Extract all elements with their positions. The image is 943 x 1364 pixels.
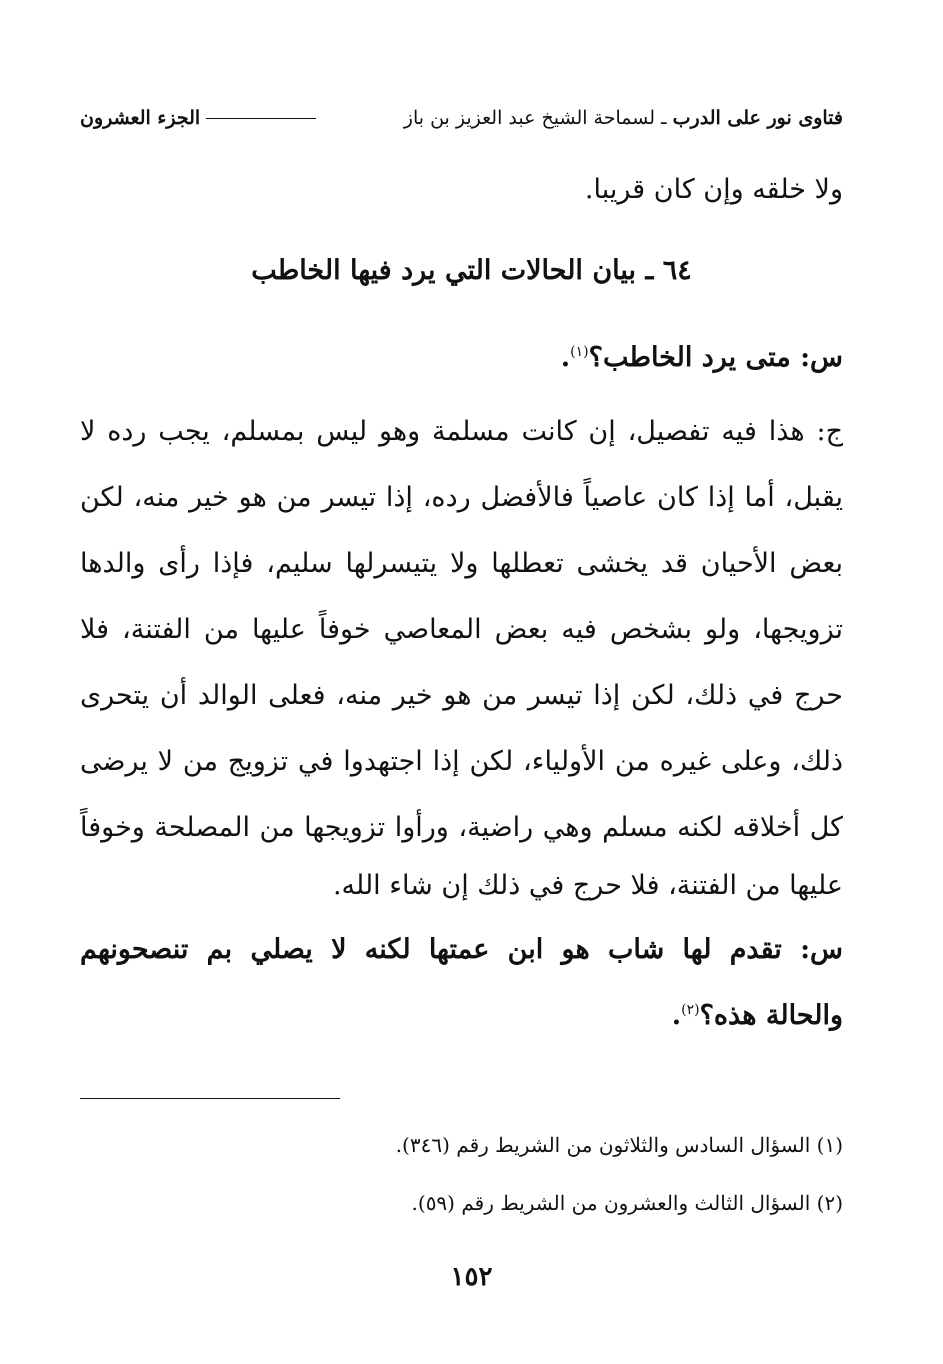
running-header	[80, 100, 843, 136]
answer-line: ذلك، وعلى غيره من الأولياء، لكن إذا اجتهدوا في تزويج من لا يرضى	[80, 746, 843, 777]
question-1	[80, 332, 843, 378]
question-1-text: س: متى يرد الخاطب؟	[588, 342, 843, 373]
question-2-text: والحالة هذه؟	[699, 1000, 843, 1031]
page-number: ١٥٢	[450, 1262, 493, 1292]
question-2-end: .	[671, 1000, 682, 1031]
footnote-1: (١) السؤال السادس والثلاثون من الشريط رقم (٣٤٦).	[395, 1133, 843, 1157]
header-rule	[206, 118, 316, 119]
answer-line: عليها من الفتنة، فلا حرج في ذلك إن شاء الله.	[332, 870, 843, 901]
answer-line: ج: هذا فيه تفصيل، إن كانت مسلمة وهو ليس بمسلم، يجب رده لا	[80, 416, 843, 447]
footnote-ref-2: (٢)	[681, 1002, 700, 1018]
answer-line: تزويجها، ولو بشخص فيه بعض المعاصي خوفاً عليها من الفتنة، فلا	[80, 614, 843, 645]
footnote-separator	[80, 1098, 340, 1099]
header-author: لسماحة الشيخ عبد العزيز بن باز	[403, 107, 655, 129]
answer-line: حرج في ذلك، لكن إذا تيسر من هو خير منه، فعلى الوالد أن يتحرى	[80, 680, 843, 711]
answer-line: يقبل، أما إذا كان عاصياً فالأفضل رده، إذا تيسر من هو خير منه، لكن	[80, 482, 844, 513]
question-2-line-2	[80, 990, 843, 1036]
header-right-group	[404, 107, 843, 129]
header-book-title: فتاوى نور على الدرب	[672, 107, 843, 129]
question-1-end: .	[560, 342, 571, 373]
answer-line: بعض الأحيان قد يخشى تعطلها ولا يتيسرلها سليم، فإذا رأى والدها	[80, 548, 843, 579]
header-separator: ـ	[655, 107, 667, 129]
answer-line: كل أخلاقه لكنه مسلم وهي راضية، ورأوا تزويجها من المصلحة وخوفاً	[80, 812, 843, 843]
header-part: الجزء العشرون	[80, 107, 201, 129]
section-title: ٦٤ ـ بيان الحالات التي يرد فيها الخاطب	[251, 255, 692, 286]
question-2-line-1: س: تقدم لها شاب هو ابن عمتها لكنه لا يصلي بم تنصحونهم	[80, 934, 843, 965]
footnote-2: (٢) السؤال الثالث والعشرون من الشريط رقم (٥٩).	[411, 1191, 843, 1215]
header-left-group	[80, 107, 322, 129]
prev-line: ولا خلقه وإن كان قريبا.	[584, 174, 843, 205]
footnote-ref-1: (١)	[570, 344, 589, 360]
